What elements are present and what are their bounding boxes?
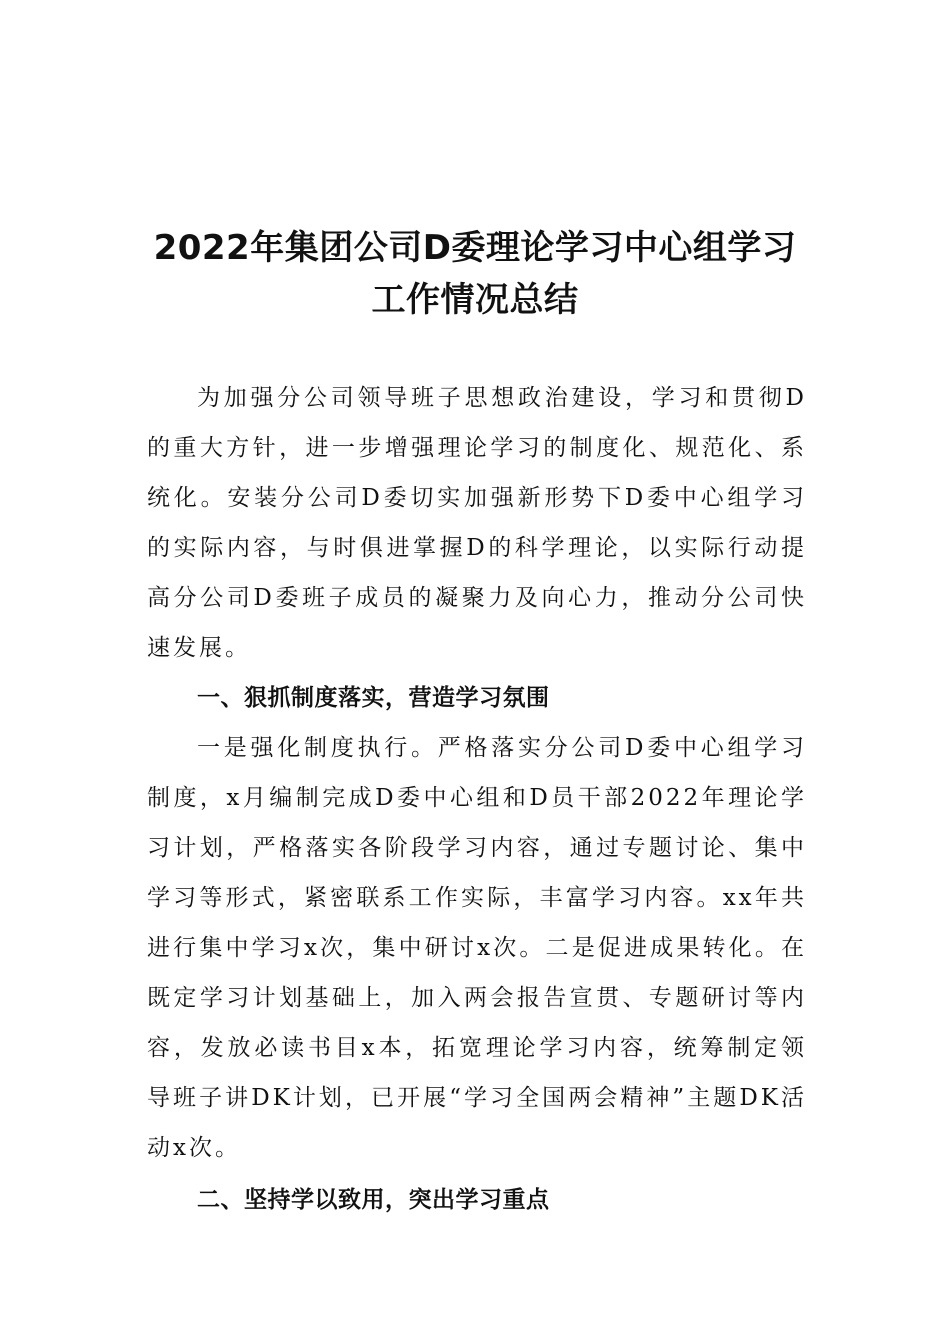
title-line-1: 2022年集团公司D委理论学习中心组学习: [153, 228, 797, 268]
section-heading-1: 一、狠抓制度落实，营造学习氛围: [197, 685, 550, 711]
intro-paragraph: 为加强分公司领导班子思想政治建设，学习和贯彻D的重大方针，进一步增强理论学习的制度化、规范化、系统化。安装分公司D委切实加强新形势下D委中心组学习的实际内容，与时俱进掌握D的科学理论，以实际行动提高分公司D委班子成员的凝聚力及向心力，推动分公司快速发展。: [147, 385, 807, 661]
document-title: [145, 222, 805, 326]
title-line-2: 工作情况总结: [371, 280, 579, 320]
document-body: [147, 373, 807, 1225]
section-heading-2: 二、坚持学以致用，突出学习重点: [197, 1187, 550, 1213]
section-1-paragraph: 一是强化制度执行。严格落实分公司D委中心组学习制度，x月编制完成D委中心组和D员干部2022年理论学习计划，严格落实各阶段学习内容，通过专题讨论、集中学习等形式，紧密联系工作实际，丰富学习内容。xx年共进行集中学习x次，集中研讨x次。二是促进成果转化。在既定学习计划基础上，加入两会报告宣贯、专题研讨等内容，发放必读书目x本，拓宽理论学习内容，统筹制定领导班子讲DK计划，已开展“学习全国两会精神”主题DK活动x次。: [147, 735, 807, 1161]
